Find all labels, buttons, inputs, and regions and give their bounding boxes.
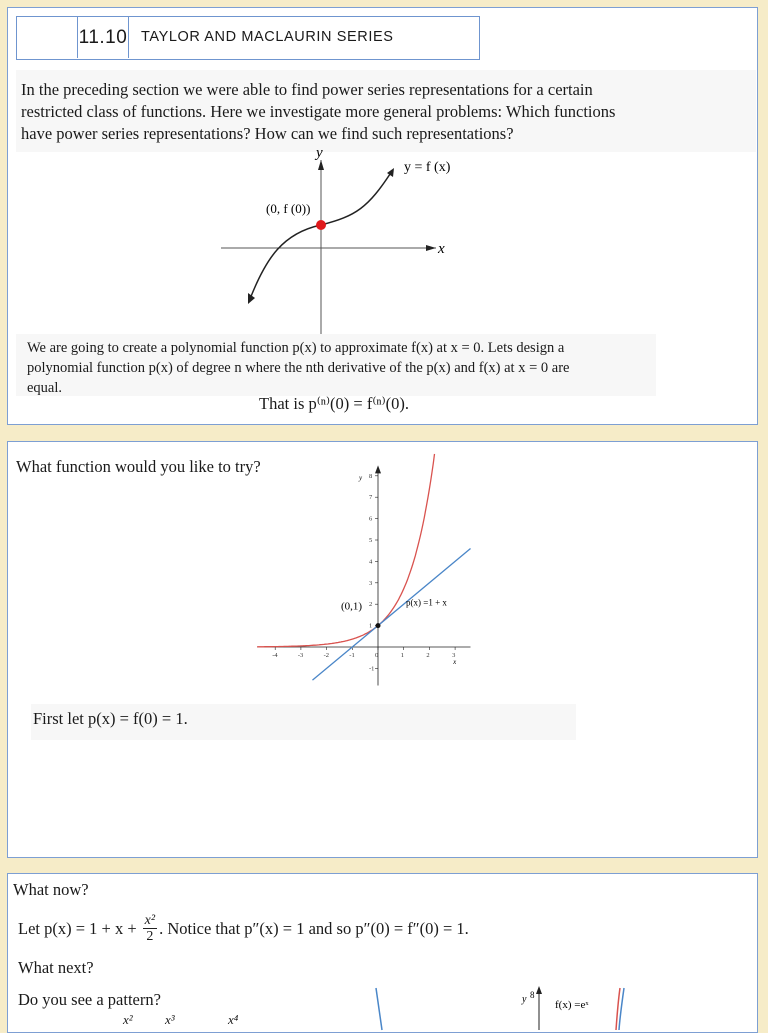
line-label: p(x) =1 + x bbox=[406, 597, 447, 608]
body-paragraph bbox=[27, 338, 569, 398]
body-line: polynomial function p(x) of degree n where the nth derivative of the p(x) and f(x) at x = 0 are bbox=[27, 360, 570, 376]
intro-line: restricted class of functions. Here we investigate more general problems: Which functions bbox=[21, 102, 616, 121]
small-y-label: y bbox=[522, 994, 527, 1005]
linear-approx-line bbox=[312, 549, 470, 681]
y-tick-label: 2 bbox=[369, 601, 373, 609]
curve-label: y = f (x) bbox=[404, 160, 451, 175]
x-tick-label: -2 bbox=[323, 652, 330, 659]
section-intro-panel bbox=[7, 7, 758, 425]
small-y-top: 8 bbox=[530, 990, 535, 1000]
y-tick-label: 1 bbox=[369, 622, 373, 630]
what-next-text: What next? bbox=[18, 958, 94, 977]
first-let-text: First let p(x) = f(0) = 1. bbox=[33, 709, 188, 728]
y-tick-label: 6 bbox=[369, 515, 373, 523]
point-marker bbox=[316, 220, 326, 230]
let-suffix: . Notice that p″(x) = 1 and so p″(0) = f″(0) = 1. bbox=[159, 918, 469, 938]
x-tick-label: 2 bbox=[426, 652, 430, 659]
partial-exp-3: x⁴ bbox=[228, 1012, 239, 1027]
x-tick-label: -3 bbox=[297, 652, 304, 659]
x-axis-label: x bbox=[438, 241, 445, 257]
let-prefix: Let p(x) = 1 + x + bbox=[18, 918, 137, 938]
y-axis-label: y bbox=[316, 145, 323, 161]
fraction bbox=[143, 913, 157, 944]
x-tick-label: 1 bbox=[400, 652, 404, 659]
blue-curve-fragment bbox=[376, 988, 382, 1030]
section-number: 11.10 bbox=[77, 17, 129, 58]
intro-line: In the preceding section we were able to find power series representations for a certain bbox=[21, 80, 593, 99]
exp-chart-small bbox=[368, 982, 638, 1032]
y-tick-label: 5 bbox=[369, 537, 373, 544]
x-tick-label: -1 bbox=[349, 652, 355, 659]
y-axis-arrow bbox=[318, 160, 324, 170]
point-label: (0, f (0)) bbox=[266, 201, 311, 216]
that-is-line: That is p⁽ⁿ⁾(0) = f⁽ⁿ⁾(0). bbox=[259, 394, 409, 413]
body-line: We are going to create a polynomial function p(x) to approximate f(x) at x = 0. Lets design a bbox=[27, 340, 565, 356]
let-statement bbox=[18, 913, 469, 944]
partial-exp-2: x³ bbox=[165, 1012, 175, 1027]
y-tick-label: 7 bbox=[369, 494, 373, 502]
body-line: equal. bbox=[27, 380, 63, 396]
chart-y-label: y bbox=[359, 473, 363, 482]
small-y-axis-arrow bbox=[536, 986, 542, 994]
section-title: TAYLOR AND MACLAURIN SERIES bbox=[141, 29, 394, 45]
y-tick-label: 8 bbox=[369, 472, 373, 480]
exp-curve bbox=[257, 454, 434, 647]
try-function-panel bbox=[7, 441, 758, 858]
x-axis-arrow bbox=[426, 245, 436, 251]
x-tick-label: 3 bbox=[452, 652, 456, 659]
what-now-panel bbox=[7, 873, 758, 1033]
point-label: (0,1) bbox=[341, 600, 363, 613]
what-now-text: What now? bbox=[13, 880, 89, 899]
y-tick-label: 4 bbox=[369, 558, 373, 566]
chart-x-label: x bbox=[453, 658, 457, 666]
y-tick-label: -1 bbox=[369, 665, 375, 673]
fraction-numerator: x² bbox=[144, 913, 156, 928]
small-curve-label: f(x) =eˣ bbox=[555, 999, 589, 1011]
x-tick-label: 0 bbox=[375, 652, 379, 659]
question-text: What function would you like to try? bbox=[16, 457, 261, 476]
intro-line: have power series representations? How can we find such representations? bbox=[21, 124, 514, 143]
pattern-text: Do you see a pattern? bbox=[18, 990, 161, 1009]
tangent-point bbox=[376, 623, 381, 628]
x-tick-label: -4 bbox=[272, 652, 278, 659]
chart-y-arrow bbox=[375, 465, 381, 473]
partial-exp-1: x² bbox=[123, 1012, 133, 1027]
y-tick-label: 3 bbox=[369, 579, 373, 587]
fraction-denominator: 2 bbox=[146, 929, 154, 944]
exp-chart bbox=[248, 472, 478, 708]
